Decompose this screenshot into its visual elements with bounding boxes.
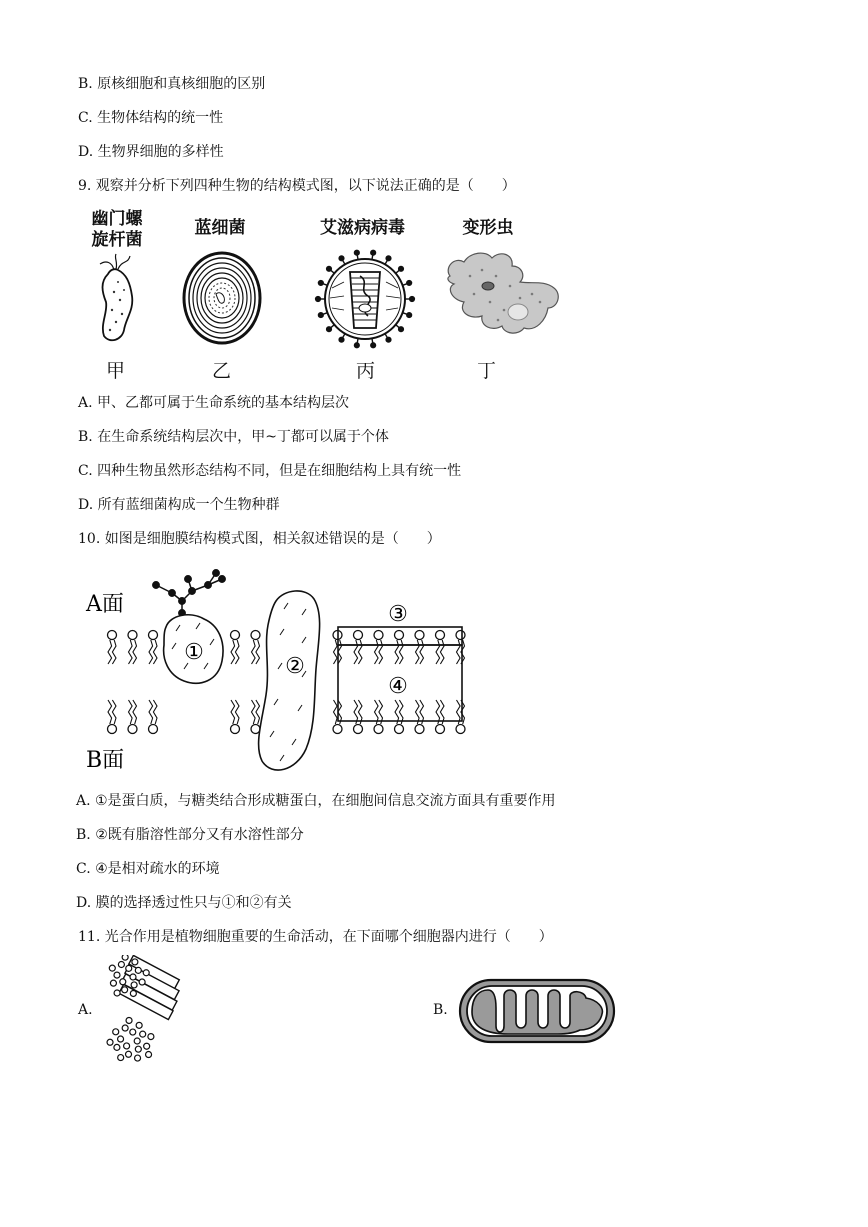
ribosome-organelle-figure	[98, 955, 194, 1067]
q11-option-a-label: A.	[78, 1002, 93, 1018]
q8-option-b: B. 原核细胞和真核细胞的区别	[78, 76, 266, 92]
organism-label-jia: 甲	[106, 360, 126, 382]
q9-option-c: C. 四种生物虽然形态结构不同，但是在细胞结构上具有统一性	[78, 463, 462, 479]
mitochondrion-figure	[458, 978, 618, 1044]
q8-option-c: C. 生物体结构的统一性	[78, 110, 224, 126]
side-a-label: A面	[86, 592, 124, 617]
organism-label-yi: 乙	[212, 360, 232, 382]
q10-option-a: A. ①是蛋白质，与糖类结合形成糖蛋白，在细胞间信息交流方面具有重要作用	[76, 793, 556, 809]
q8-option-d: D. 生物界细胞的多样性	[78, 144, 224, 160]
marker-2: ②	[285, 654, 305, 679]
q10-option-b: B. ②既有脂溶性部分又有水溶性部分	[76, 827, 304, 843]
organism-name-jia: 幽门螺 旋杆菌	[91, 209, 143, 250]
marker-3: ③	[388, 602, 408, 627]
q10-option-c: C. ④是相对疏水的环境	[76, 861, 220, 877]
q9-stem: 9. 观察并分析下列四种生物的结构模式图，以下说法正确的是（ ）	[78, 178, 516, 194]
q11-stem: 11. 光合作用是植物细胞重要的生命活动，在下面哪个细胞器内进行（ ）	[78, 929, 553, 945]
q9-option-b: B. 在生命系统结构层次中，甲~丁都可以属于个体	[78, 429, 389, 445]
cyanobacteria-figure	[180, 250, 264, 346]
marker-4: ④	[388, 674, 408, 699]
amoeba-figure	[440, 246, 564, 338]
sugar-chain	[153, 570, 225, 616]
marker-1: ①	[184, 640, 204, 665]
q11-option-b-label: B.	[433, 1002, 448, 1018]
q10-stem: 10. 如图是细胞膜结构模式图，相关叙述错误的是（ ）	[78, 531, 441, 547]
q10-option-d: D. 膜的选择透过性只与①和②有关	[76, 895, 292, 911]
organism-label-bing: 丙	[356, 360, 376, 382]
cell-membrane-diagram	[80, 565, 490, 780]
q9-option-a: A. 甲、乙都可属于生命系统的基本结构层次	[78, 395, 350, 411]
organism-name-bing: 艾滋病病毒	[320, 218, 405, 238]
side-b-label: B面	[86, 748, 125, 773]
organism-name-yi: 蓝细菌	[194, 218, 246, 238]
organism-name-ding: 变形虫	[462, 218, 514, 238]
organism-label-ding: 丁	[477, 360, 497, 382]
protein-2	[259, 591, 320, 770]
hiv-virus-figure	[314, 248, 416, 350]
q9-option-d: D. 所有蓝细菌构成一个生物种群	[78, 497, 280, 513]
helicobacter-figure	[90, 252, 150, 347]
